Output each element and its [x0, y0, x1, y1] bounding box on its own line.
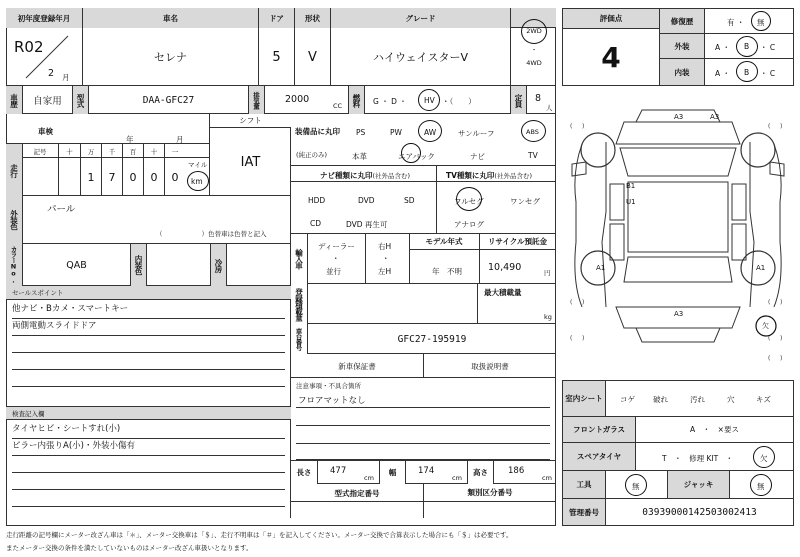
- mark-a3-top: A3: [674, 113, 684, 121]
- drive-4wd: 4WD: [526, 59, 542, 67]
- tools-label: 工具: [563, 471, 605, 499]
- first-reg-value: R02: [14, 38, 44, 56]
- door-value: 5: [258, 28, 294, 86]
- car-name-value: セレナ: [82, 28, 258, 86]
- svg-text:(: (: [768, 123, 771, 130]
- windshield-value: A ・ ×要ス: [635, 417, 793, 443]
- ext-b: B: [744, 42, 750, 51]
- notes-line-3: [296, 426, 550, 444]
- ext-dot-1: ・: [722, 43, 731, 52]
- mileage-label: 走行: [6, 144, 22, 196]
- int-c: [760, 68, 775, 79]
- sales-line-3: [12, 336, 285, 353]
- height-unit: cm: [542, 474, 552, 482]
- shape-label: 形状: [294, 8, 330, 28]
- mark-a3-front: A3: [710, 113, 720, 121]
- repair-label: 修復歴: [660, 9, 704, 34]
- repair-sel-circle: [751, 11, 771, 31]
- nav-title-text: ナビ種類に丸印: [320, 171, 373, 180]
- seat-opt-hole: 穴: [727, 395, 735, 404]
- ac-label: 冷房: [210, 244, 226, 286]
- fuel-hv-circle: [418, 89, 440, 111]
- ext-c-text: C: [769, 43, 776, 52]
- model-year-value: 年 不明: [432, 267, 462, 276]
- int-dot-2: ・: [760, 69, 768, 78]
- inspector-line-2: ピラー内張りA(小)・外装小傷有: [12, 439, 285, 456]
- repaint-note: （ ）色替車は色替と記入: [156, 230, 267, 238]
- digit-label: 記号: [33, 147, 47, 156]
- door-label: ドア: [258, 8, 294, 28]
- sales-line-2: 両側電動スライドドア: [12, 319, 285, 336]
- int-b-circle: [736, 61, 758, 82]
- svg-text:(: (: [768, 335, 771, 342]
- nav-sd: SD: [404, 196, 415, 205]
- shape-value: V: [294, 28, 330, 86]
- reg-slash: [6, 28, 82, 86]
- ext-a-text: A: [715, 43, 721, 52]
- inspector-lines: [6, 420, 291, 518]
- notes-label: 注意事項・不具合箇所: [296, 382, 361, 390]
- exterior-label: 外装: [660, 34, 704, 59]
- height-label: 高さ: [467, 461, 493, 484]
- mark-a3-rear: A3: [674, 310, 684, 318]
- import-dot-1: ・: [332, 254, 340, 263]
- tools-sel-circle: [625, 474, 647, 496]
- import-lh: 左H: [378, 267, 392, 276]
- digit-cell: 0: [122, 158, 143, 196]
- fuel-label: 燃料: [348, 86, 364, 114]
- mark-a1-right: A1: [756, 264, 766, 272]
- displacement-unit: CC: [333, 102, 343, 110]
- load-unit: kg: [544, 313, 552, 321]
- spare-sel: 欠: [760, 454, 768, 463]
- equip-navi: ナビ: [470, 152, 485, 161]
- fuel-other: ・（ ）: [442, 97, 476, 106]
- svg-text:(: (: [768, 299, 771, 306]
- svg-text:): ): [780, 123, 783, 130]
- sales-line-1: 他ナビ・Bカメ・スマートキー: [12, 302, 285, 319]
- import-dealer: ディーラー: [307, 234, 365, 284]
- capacity-label: 定員: [510, 86, 526, 114]
- chassis-value: GFC27-195919: [307, 324, 556, 354]
- width-unit: cm: [452, 474, 462, 482]
- interior-color-value: [146, 244, 210, 286]
- type-label: 型式指定番号: [334, 488, 380, 498]
- model-label: 型式: [72, 86, 88, 114]
- fuel-options: G ・ D ・: [364, 86, 474, 114]
- ext-dot-2: ・: [760, 43, 768, 52]
- equip-sunroof: サンルーフ: [458, 129, 495, 138]
- chassis-label: 車台番号: [291, 324, 307, 354]
- equip-aw: AW: [424, 128, 437, 137]
- drive-dot: ・: [530, 45, 538, 54]
- repair-sel: 無: [757, 18, 765, 27]
- svg-text:(: (: [570, 335, 573, 342]
- spare-sel-circle: [753, 446, 775, 468]
- equip-airbag-circle: [401, 143, 421, 163]
- jack-sel-circle: [750, 474, 772, 496]
- tools-sel: 無: [632, 482, 640, 491]
- svg-text:): ): [582, 123, 585, 130]
- recycle-value: 10,490: [488, 262, 522, 273]
- load-label: 登録積載量: [291, 284, 307, 324]
- tv-title-text: TV種類に丸印: [446, 171, 495, 180]
- warranty-label: 新車保証書: [338, 361, 376, 371]
- digit-head: 万: [80, 144, 101, 158]
- tv-oneseg: ワンセグ: [510, 197, 540, 206]
- int-a-text: A: [715, 69, 721, 78]
- nav-tv-body: [291, 182, 556, 234]
- recycle-label: リサイクル預託金: [479, 234, 556, 250]
- shaken-year-unit: 年: [126, 135, 134, 144]
- notes-value: フロアマットなし: [298, 396, 366, 406]
- footnote-line-1: 走行距離の記号欄にメーター改ざん車は「＊」、メーター交換車は「＄」、走行不明車は「＃」を記入してください。メーター交換で合算表示した場合にも「＄」は必要です。: [6, 531, 513, 539]
- displacement-label: 排気量: [248, 86, 264, 114]
- repair-opts: 有 ・: [727, 18, 745, 27]
- spare-label: スペアタイヤ: [563, 443, 635, 471]
- int-c-text: C: [769, 69, 776, 78]
- equip-aw-circle: [418, 120, 442, 142]
- km-circle: [187, 171, 209, 191]
- width-value: 174: [405, 461, 467, 484]
- score-value: 4: [601, 40, 621, 74]
- seat-opt-dirt: 汚れ: [690, 395, 705, 404]
- displacement-value: 2000: [264, 86, 348, 114]
- windshield-label: フロントガラス: [563, 417, 635, 443]
- footnote-line-2: またメーター交換の条件を満たしていないものはメーター改ざん車扱いとなります。: [6, 544, 253, 552]
- interior-color-label: 内装色: [130, 244, 146, 286]
- recycle-unit: 円: [544, 269, 551, 277]
- digit-cell: [59, 158, 80, 196]
- equip-abs-circle: [521, 120, 546, 142]
- height-value: 186: [493, 461, 556, 484]
- color-value: パール: [22, 196, 291, 244]
- nav-dvd: DVD: [358, 196, 375, 205]
- capacity-unit: 人: [546, 104, 553, 112]
- ext-a: [715, 42, 730, 53]
- sales-label: セールスポイント: [6, 286, 291, 300]
- mile-label: マイル: [188, 161, 208, 169]
- digit-cell: 0: [164, 158, 185, 196]
- tv-fullseg: フルセグ: [454, 197, 484, 206]
- nav-cd: CD: [310, 219, 322, 228]
- equipment-title: 装備品に丸印: [295, 127, 340, 136]
- nav-dvd-play: DVD 再生可: [346, 220, 388, 229]
- digit-head: 十: [66, 147, 73, 156]
- load-value-cell: [307, 284, 477, 324]
- inspector-line-3: [12, 456, 285, 473]
- svg-text:(: (: [768, 355, 771, 362]
- digit-head: 一: [164, 144, 185, 158]
- mark-u1: U1: [626, 198, 636, 206]
- svg-text:(: (: [570, 123, 573, 130]
- inspector-label: 検査記入欄: [6, 406, 291, 420]
- svg-text:): ): [780, 335, 783, 342]
- equip-airbag: エアバック: [398, 152, 435, 161]
- notes-line-2: [296, 408, 550, 426]
- month-unit: 月: [62, 73, 70, 82]
- model-value: DAA-GFC27: [88, 86, 248, 114]
- inspector-line-4: [12, 473, 285, 490]
- manual-label: 取扱説明書: [423, 354, 556, 378]
- equipment-subtitle: (純正のみ): [296, 151, 328, 159]
- int-a: [715, 68, 730, 79]
- equip-pw: PW: [390, 128, 402, 137]
- mark-missing: 欠: [762, 322, 769, 330]
- fuel-hv: HV: [424, 96, 435, 105]
- jack-label: ジャッキ: [667, 471, 729, 499]
- first-reg-label: 初年度登録年月: [6, 8, 82, 28]
- mark-b1: B1: [626, 182, 636, 190]
- car-diagram: [562, 92, 794, 378]
- seat-opt-scratch: キズ: [756, 395, 771, 404]
- import-parallel: 並行: [326, 267, 341, 276]
- length-unit: cm: [364, 474, 374, 482]
- svg-text:): ): [582, 299, 585, 306]
- sales-line-5: [12, 370, 285, 387]
- nav-sub: (社外品含む): [372, 172, 411, 180]
- drive-2wd-circle: [521, 19, 547, 44]
- inspector-line-1: タイヤヒビ・シートすれ(小): [12, 422, 285, 439]
- class-label: 類別区分番号: [423, 484, 556, 518]
- length-label: 長さ: [291, 461, 317, 484]
- svg-text:): ): [582, 335, 585, 342]
- spare-opts: T ・ 修理 KIT ・: [662, 454, 734, 463]
- width-label: 幅: [379, 461, 405, 484]
- tv-sub: (社外品含む): [494, 172, 532, 180]
- max-load-label: 最大積載量: [477, 284, 556, 324]
- drive-2wd: 2WD: [526, 27, 542, 35]
- length-value: 477: [317, 461, 379, 484]
- shaken-label: 車検: [38, 127, 53, 136]
- mark-a1-left: A1: [596, 264, 606, 272]
- color-label: 外装色: [6, 196, 22, 244]
- mgmt-label: 管理番号: [563, 499, 605, 525]
- mgmt-value: 03939000142503002413: [605, 499, 793, 525]
- notes-line-1: [296, 390, 550, 408]
- shift-value: IAT: [240, 154, 261, 170]
- digit-head: 千: [101, 144, 122, 158]
- car-name-label: 車名: [82, 8, 258, 28]
- tv-title: [446, 170, 532, 181]
- ac-value: [226, 244, 291, 286]
- shaken-month-unit: 月: [176, 135, 184, 144]
- import-label: 輸入車: [291, 234, 307, 284]
- int-b: B: [744, 68, 750, 77]
- equip-abs: ABS: [526, 128, 539, 136]
- shift-label: シフト: [210, 114, 291, 128]
- inspector-line-5: [12, 490, 285, 507]
- equip-ps: PS: [356, 128, 366, 137]
- equip-tv: TV: [528, 151, 538, 160]
- usage-label: 車歴: [6, 86, 22, 114]
- import-rh: 右H: [365, 234, 409, 284]
- digit-head: 百: [122, 144, 143, 158]
- capacity-value: 8: [526, 86, 556, 114]
- interior-label: 内装: [660, 59, 704, 85]
- sales-line-4: [12, 353, 285, 370]
- sales-lines: [6, 300, 291, 404]
- tv-fullseg-circle: [456, 187, 482, 211]
- digit-cell: 1: [80, 158, 101, 196]
- model-year-label: モデル年式: [409, 234, 479, 250]
- grade-value: ハイウェイスターV: [330, 28, 510, 86]
- seat-opt-burn: コゲ: [620, 395, 635, 404]
- grade-label: グレード: [330, 8, 510, 28]
- equip-leather: 本革: [352, 152, 367, 161]
- ext-b-circle: [736, 36, 758, 57]
- km-label: km: [191, 177, 203, 186]
- notes-line-4: [296, 444, 550, 460]
- first-reg-month: 2: [48, 68, 55, 79]
- ext-c: [760, 42, 775, 53]
- digit-cell: 7: [101, 158, 122, 196]
- digit-cell: 0: [143, 158, 164, 196]
- svg-text:(: (: [570, 299, 573, 306]
- seat-opt-tear: 破れ: [653, 395, 668, 404]
- interior-seat-label: 室内シート: [563, 381, 605, 417]
- color-no-label: カラーNo.: [6, 244, 22, 286]
- svg-text:): ): [780, 355, 783, 362]
- jack-sel: 無: [757, 482, 765, 491]
- svg-text:): ): [780, 299, 783, 306]
- color-no-value: QAB: [22, 244, 130, 286]
- nav-hdd: HDD: [308, 196, 326, 205]
- import-dot-2: ・: [382, 254, 390, 263]
- digit-head: 十: [143, 144, 164, 158]
- usage-value: 自家用: [22, 86, 72, 114]
- score-label: 評価点: [563, 9, 659, 29]
- repair-cell: [705, 9, 793, 34]
- nav-title: [320, 170, 410, 181]
- int-dot-1: ・: [722, 69, 731, 78]
- tv-analog: アナログ: [454, 220, 484, 229]
